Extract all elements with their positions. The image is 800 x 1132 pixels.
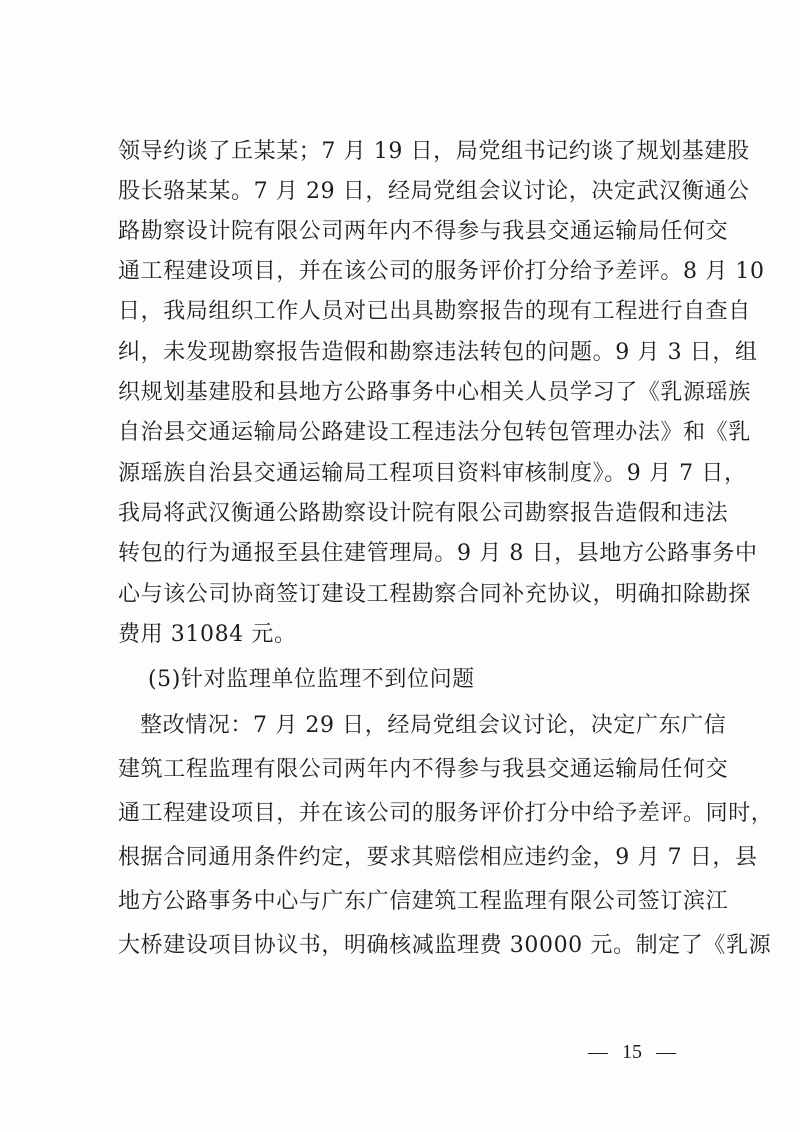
body-text-line: 费用 31084 元。 (118, 622, 297, 647)
body-text-line: 股长骆某某。7 月 29 日，经局党组会议讨论，决定武汉衡通公 (118, 179, 750, 204)
body-text-line: 纠，未发现勘察报告造假和勘察违法转包的问题。9 月 3 日，组 (118, 340, 758, 365)
body-text-line: 日，我局组织工作人员对已出具勘察报告的现有工程进行自查自 (118, 299, 751, 324)
body-text-line: 通工程建设项目，并在该公司的服务评价打分给予差评。8 月 10 (118, 259, 765, 284)
body-text-line: 源瑶族自治县交通运输局工程项目资料审核制度》。9 月 7 日， (118, 461, 747, 486)
body-text-line: 领导约谈了丘某某；7 月 19 日，局党组书记约谈了规划基建股 (118, 139, 750, 164)
body-text-line: 整改情况：7 月 29 日，经局党组会议讨论，决定广东广信 (140, 713, 727, 738)
body-text-line: 根据合同通用条件约定，要求其赔偿相应违约金，9 月 7 日，县 (118, 845, 758, 870)
body-text-line: 大桥建设项目协议书，明确核减监理费 30000 元。制定了《乳源 (118, 933, 772, 958)
body-text-line: 我局将武汉衡通公路勘察设计院有限公司勘察报告造假和违法 (118, 501, 729, 526)
body-text-line: 自治县交通运输局公路建设工程违法分包转包管理办法》和《乳 (118, 420, 751, 445)
page-number-dash-left: — (588, 1041, 608, 1063)
body-text-line: 转包的行为通报至县住建管理局。9 月 8 日，县地方公路事务中 (118, 541, 758, 566)
page-number (574, 1038, 690, 1066)
body-text-line: 建筑工程监理有限公司两年内不得参与我县交通运输局任何交 (118, 757, 729, 782)
page-number-value: 15 (622, 1041, 642, 1063)
page-number-dash-right: — (656, 1041, 676, 1063)
section-heading: (5)针对监理单位监理不到位问题 (148, 667, 475, 692)
body-text-line: 心与该公司协商签订建设工程勘察合同补充协议，明确扣除勘探 (118, 582, 751, 607)
body-text-line: 地方公路事务中心与广东广信建筑工程监理有限公司签订滨江 (118, 889, 729, 914)
body-text-line: 路勘察设计院有限公司两年内不得参与我县交通运输局任何交 (118, 219, 729, 244)
body-text-line: 通工程建设项目，并在该公司的服务评价打分中给予差评。同时， (118, 801, 774, 826)
body-text-line: 织规划基建股和县地方公路事务中心相关人员学习了《乳源瑶族 (118, 380, 751, 405)
